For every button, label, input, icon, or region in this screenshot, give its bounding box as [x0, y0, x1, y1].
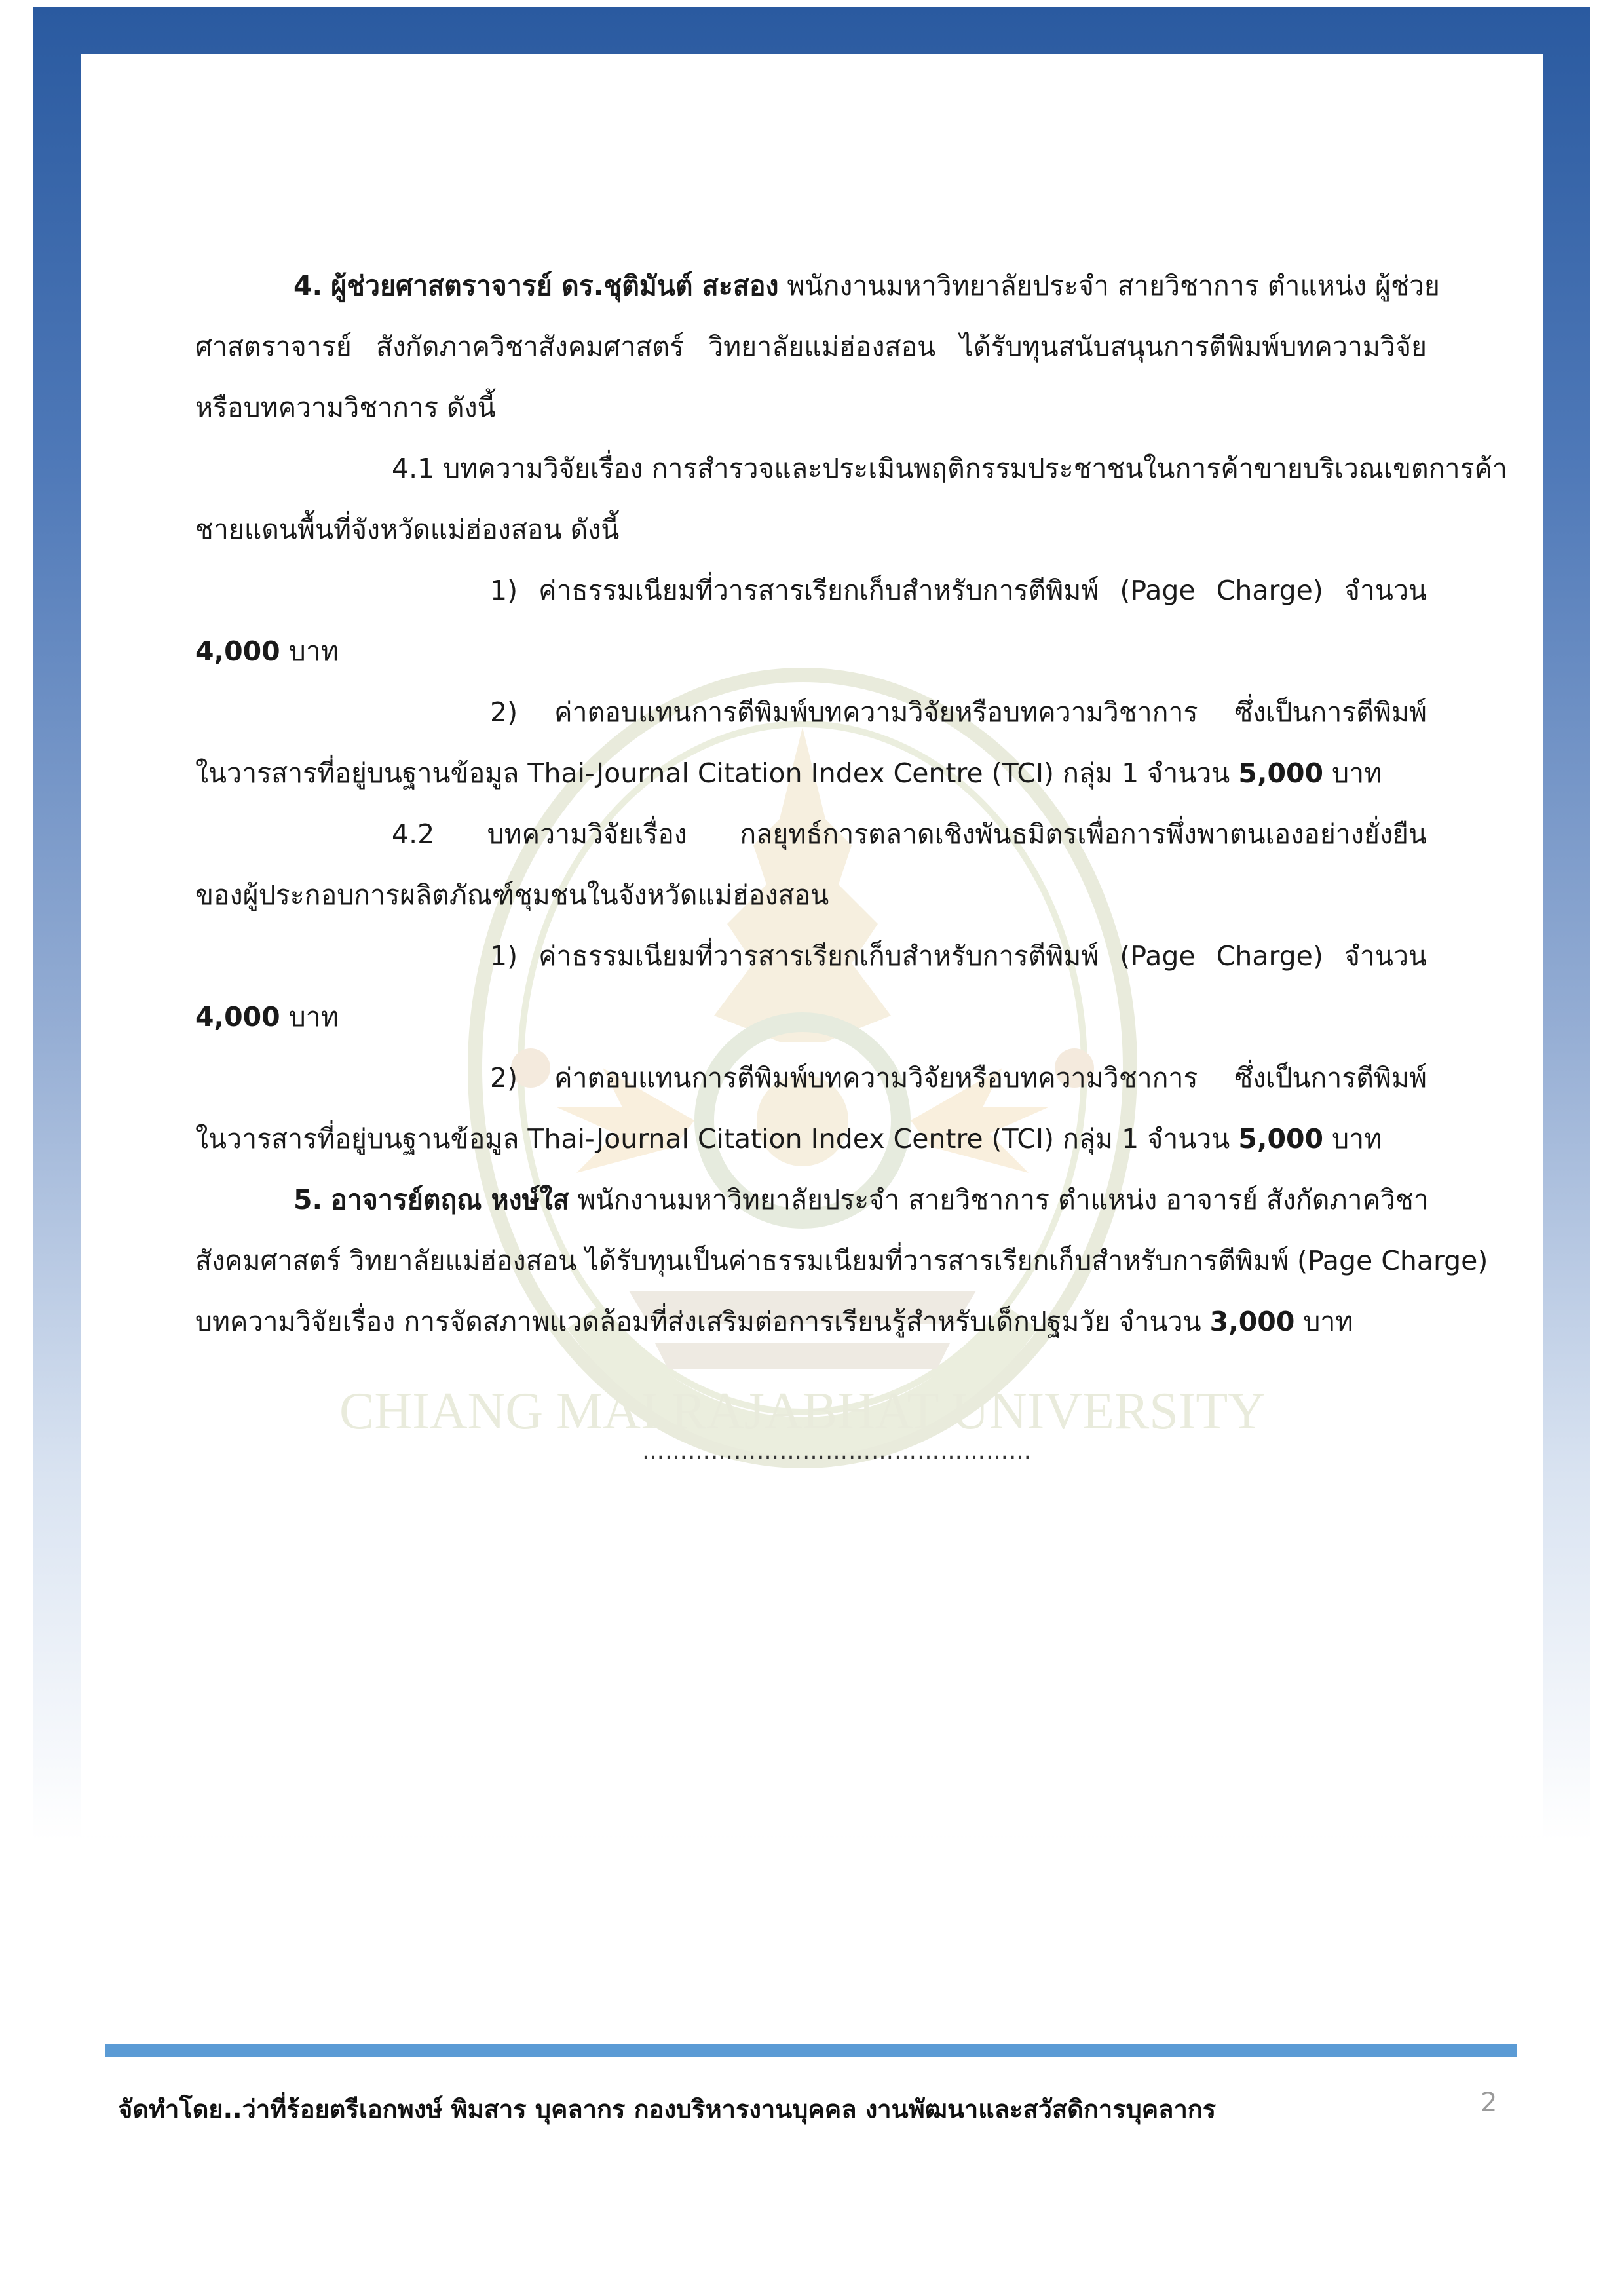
- article-4-1-title-line-2: ชายแดนพื้นที่จังหวัดแม่ฮ่องสอน ดังนี้: [195, 514, 620, 545]
- article-4-2-title-line-2: ของผู้ประกอบการผลิตภัณฑ์ชุมชนในจังหวัดแม่ฮ่องสอน: [195, 879, 829, 911]
- amount-value: 4,000: [195, 636, 280, 667]
- watermark-text: CHIANG MAI RAJABHAT UNIVERSITY: [339, 1383, 1266, 1440]
- item-5-line-1: 5. อาจารย์ตฤณ หงษ์ใส พนักงานมหาวิทยาลัยประจำ สายวิชาการ ตำแหน่ง อาจารย์ สังกัดภาควิชา: [293, 1184, 1429, 1215]
- footer-credit: จัดทำโดย..ว่าที่ร้อยตรีเอกพงษ์ พิมสาร บุคลากร กองบริหารงานบุคคล งานพัฒนาและสวัสดิการบุคลากร: [118, 2095, 1217, 2124]
- item-5-line-3: บทความวิจัยเรื่อง การจัดสภาพแวดล้อมที่ส่งเสริมต่อการเรียนรู้สำหรับเด็กปฐมวัย จำนวน 3,000 บาท: [195, 1306, 1353, 1337]
- amount-value: 5,000: [1238, 757, 1324, 789]
- article-4-2-item-2-line-2: ในวารสารที่อยู่บนฐานข้อมูล Thai-Journal Citation Index Centre (TCI) กลุ่ม 1 จำนวน 5,000 บาท: [195, 1123, 1382, 1155]
- item-4-line-2: ศาสตราจารย์ สังกัดภาควิชาสังคมศาสตร์ วิทยาลัยแม่ฮ่องสอน ได้รับทุนสนับสนุนการตีพิมพ์บทความวิจัย: [195, 331, 1427, 362]
- article-4-1-item-1-line-2: 4,000 บาท: [195, 636, 339, 667]
- item-4-number: 4.: [293, 270, 323, 301]
- item-5-number: 5.: [293, 1184, 323, 1215]
- article-4-1-item-2-line-2: ในวารสารที่อยู่บนฐานข้อมูล Thai-Journal Citation Index Centre (TCI) กลุ่ม 1 จำนวน 5,000 บาท: [195, 757, 1382, 789]
- item-4-person-name: ผู้ช่วยศาสตราจารย์ ดร.ชุติมันต์ สะสอง: [331, 270, 779, 301]
- end-separator: ……………………………………………: [642, 1438, 1032, 1464]
- amount-value: 4,000: [195, 1001, 280, 1033]
- page-number: 2: [1481, 2088, 1498, 2118]
- item-4-line-3: หรือบทความวิชาการ ดังนี้: [195, 392, 496, 423]
- item-5-person-name: อาจารย์ตฤณ หงษ์ใส: [331, 1184, 569, 1215]
- document-body: [195, 256, 1507, 1352]
- article-4-1-title-line-1: 4.1 บทความวิจัยเรื่อง การสำรวจและประเมินพฤติกรรมประชาชนในการค้าขายบริเวณเขตการค้า: [392, 453, 1507, 484]
- footer-divider: [105, 2044, 1517, 2057]
- article-4-1-item-1-line-1: 1) ค่าธรรมเนียมที่วารสารเรียกเก็บสำหรับการตีพิมพ์ (Page Charge) จำนวน: [490, 575, 1427, 606]
- article-4-2-title-line-1: 4.2 บทความวิจัยเรื่อง กลยุทธ์การตลาดเชิงพันธมิตรเพื่อการพึ่งพาตนเองอย่างยั่งยืน: [392, 818, 1427, 850]
- article-4-1-item-2-line-1: 2) ค่าตอบแทนการตีพิมพ์บทความวิจัยหรือบทความวิชาการ ซึ่งเป็นการตีพิมพ์: [490, 697, 1427, 728]
- amount-value: 3,000: [1209, 1306, 1295, 1337]
- amount-value: 5,000: [1238, 1123, 1324, 1155]
- article-4-2-item-1-line-1: 1) ค่าธรรมเนียมที่วารสารเรียกเก็บสำหรับการตีพิมพ์ (Page Charge) จำนวน: [490, 940, 1427, 972]
- item-4-line-1: 4. ผู้ช่วยศาสตราจารย์ ดร.ชุติมันต์ สะสอง พนักงานมหาวิทยาลัยประจำ สายวิชาการ ตำแหน่ง ผู้ช่วย: [293, 270, 1440, 301]
- article-4-2-item-2-line-1: 2) ค่าตอบแทนการตีพิมพ์บทความวิจัยหรือบทความวิชาการ ซึ่งเป็นการตีพิมพ์: [490, 1062, 1427, 1094]
- item-5-line-2: สังคมศาสตร์ วิทยาลัยแม่ฮ่องสอน ได้รับทุนเป็นค่าธรรมเนียมที่วารสารเรียกเก็บสำหรับการตีพิมพ์ (Page Charge): [195, 1245, 1488, 1276]
- article-4-2-item-1-line-2: 4,000 บาท: [195, 1001, 339, 1033]
